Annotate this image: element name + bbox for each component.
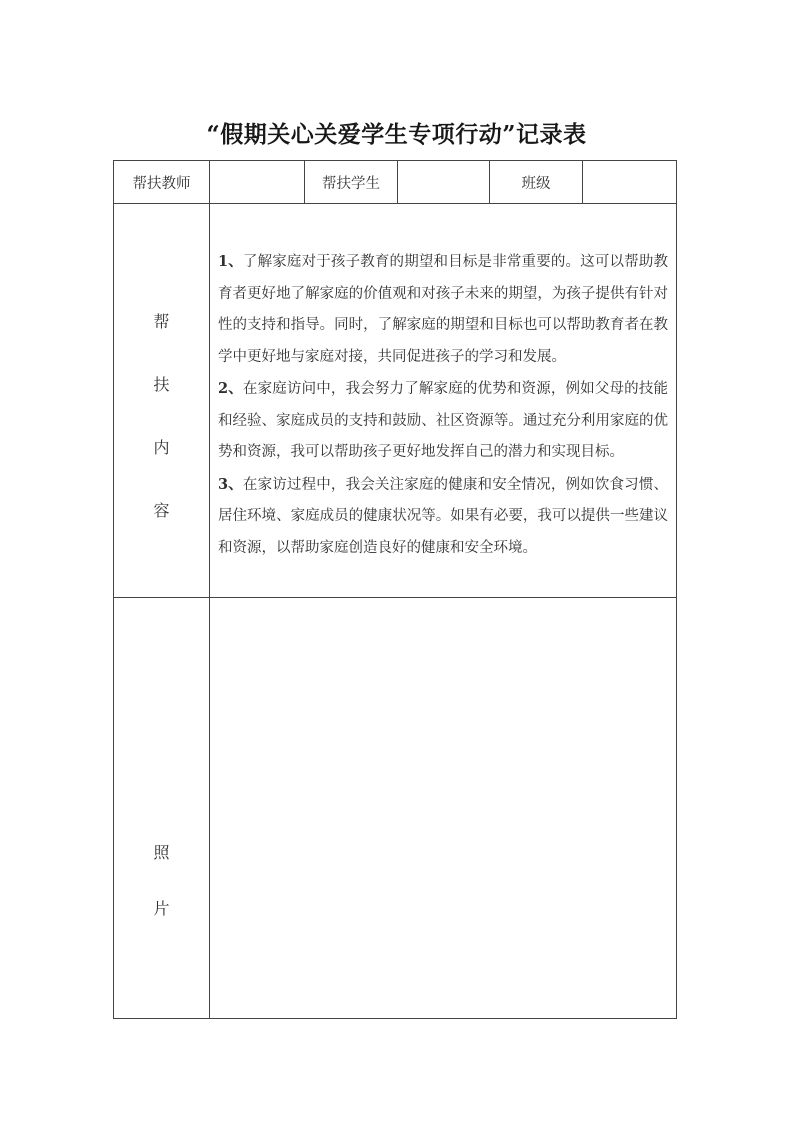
header-row (114, 161, 677, 204)
content-paragraphs (218, 246, 668, 564)
photo-row-label (114, 598, 210, 1019)
student-label: 帮扶学生 (305, 161, 398, 204)
paragraph-text: 了解家庭对于孩子教育的期望和目标是非常重要的。这可以帮助教育者更好地了解家庭的价值观和对孩子未来的期望，为孩子提供有针对性的支持和指导。同时，了解家庭的期望和目标也可以帮助教育者在教学中更好地与家庭对接，共同促进孩子的学习和发展。 (218, 254, 668, 365)
content-row-label-text (114, 204, 209, 521)
teacher-value-field[interactable] (210, 161, 305, 204)
content-row-label (114, 204, 210, 598)
paragraph-number: 2、 (218, 380, 243, 397)
content-paragraph (218, 469, 668, 565)
student-value-field[interactable] (398, 161, 490, 204)
content-paragraph (218, 246, 668, 373)
photo-row-label-text (114, 598, 209, 919)
paragraph-text: 在家庭访问中，我会努力了解家庭的优势和资源，例如父母的技能和经验、家庭成员的支持和鼓励、社区资源等。通过充分利用家庭的优势和资源，我可以帮助孩子更好地发挥自己的潜力和实现目标。 (218, 381, 668, 460)
vertical-label-char: 容 (153, 501, 170, 520)
class-label: 班级 (490, 161, 583, 204)
page-title: “假期关心关爱学生专项行动”记录表 (206, 121, 587, 148)
photo-placeholder-cell[interactable] (210, 598, 677, 1019)
vertical-label-char: 内 (153, 438, 170, 457)
paragraph-number: 1、 (218, 253, 243, 270)
vertical-label-char: 扶 (153, 375, 170, 394)
content-row (114, 204, 677, 598)
teacher-label: 帮扶教师 (114, 161, 210, 204)
photo-row (114, 598, 677, 1019)
vertical-label-char: 照 (153, 843, 170, 862)
content-cell (210, 204, 677, 598)
record-table (113, 160, 677, 1019)
content-paragraph (218, 373, 668, 469)
vertical-label-char: 帮 (153, 312, 170, 331)
paragraph-text: 在家访过程中，我会关注家庭的健康和安全情况，例如饮食习惯、居住环境、家庭成员的健康状况等。如果有必要，我可以提供一些建议和资源，以帮助家庭创造良好的健康和安全环境。 (218, 476, 668, 556)
paragraph-number: 3、 (218, 475, 243, 493)
vertical-label-char: 片 (153, 899, 170, 918)
class-value-field[interactable] (583, 161, 677, 204)
